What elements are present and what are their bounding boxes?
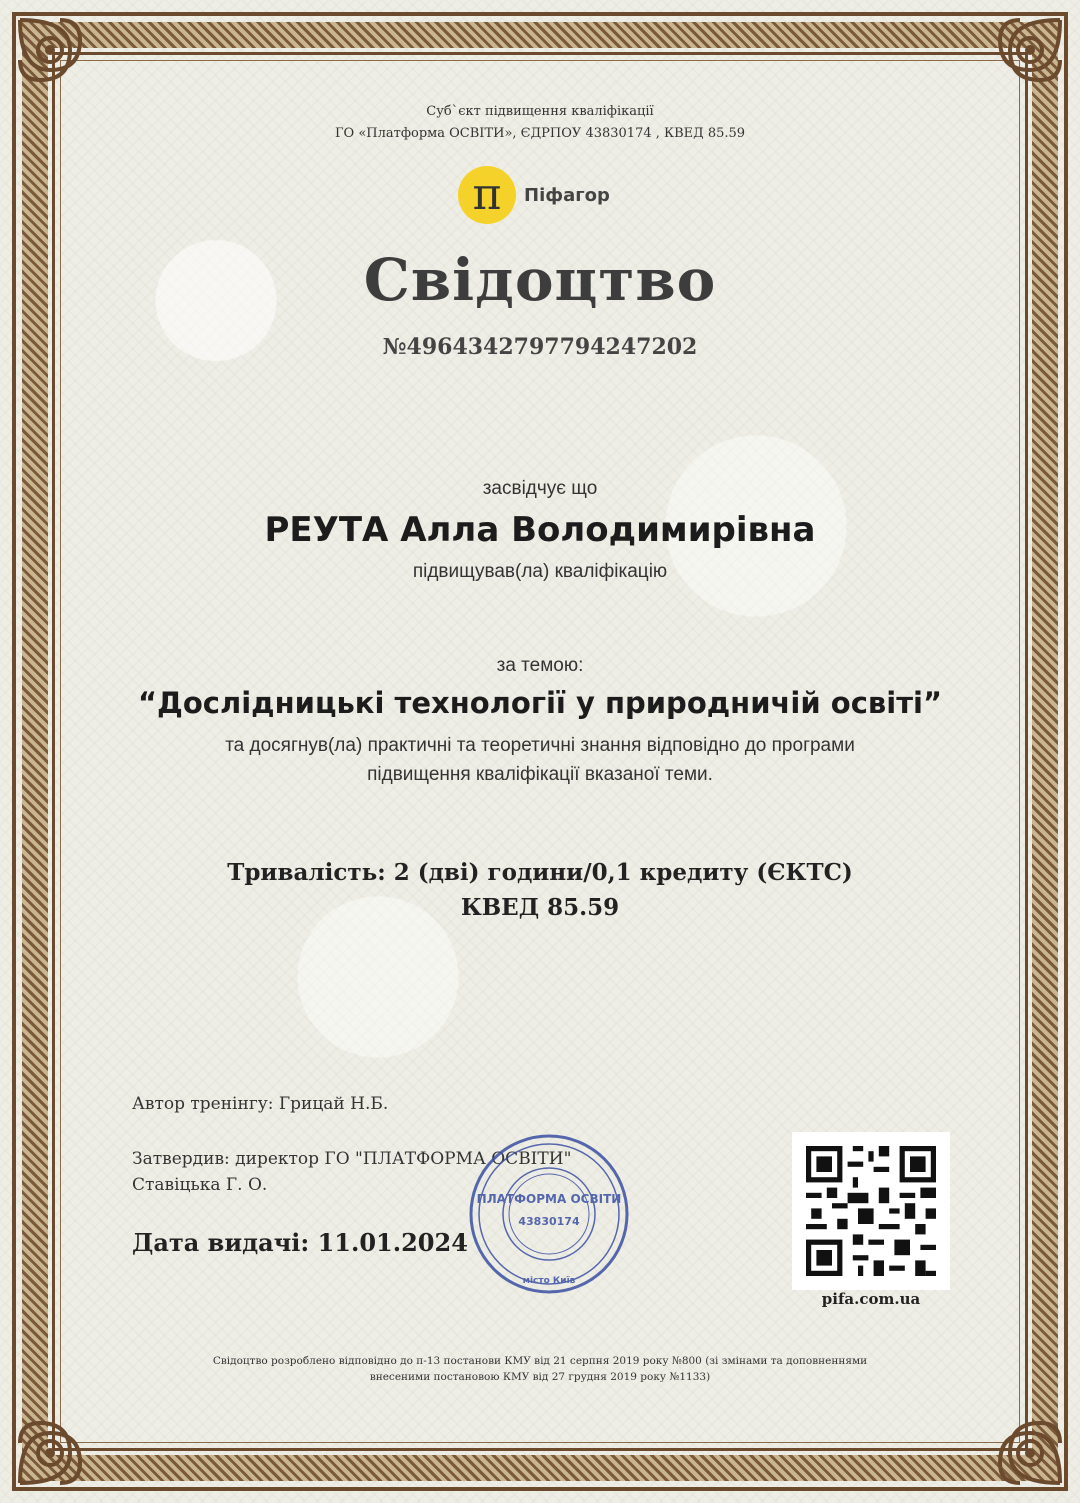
achievement-line-2: підвищення кваліфікації вказаної теми.: [367, 764, 713, 785]
stamp-city: місто Київ: [522, 1276, 576, 1286]
corner-ornament-bottom-right: [950, 1373, 1070, 1493]
course-topic: “Дослідницькі технології у природничій освіті”: [138, 686, 942, 720]
legal-footnote: [0, 1353, 1080, 1385]
issue-date: Дата видачі: 11.01.2024: [132, 1228, 468, 1257]
stamp-code: 43830174: [518, 1215, 580, 1228]
improved-text: підвищував(ла) кваліфікацію: [412, 561, 668, 582]
qr-code[interactable]: [792, 1132, 950, 1290]
certificate-title: Свідоцтво: [363, 246, 717, 314]
website-link[interactable]: pifa.com.ua: [821, 1290, 921, 1308]
logo-name: Піфагор: [524, 184, 610, 206]
footnote-line-2: внесеними постановою КМУ від 27 грудня 2019 року №1133): [369, 1371, 711, 1383]
corner-ornament-bottom-left: [10, 1373, 130, 1493]
approved-line-2: Ставіцька Г. О.: [132, 1175, 268, 1195]
achievement-text: [0, 731, 1080, 789]
certifies-text: засвідчує що: [482, 478, 598, 499]
issuer-line-1: Суб`єкт підвищення кваліфікації: [426, 104, 654, 119]
kved-text: КВЕД 85.59: [460, 894, 620, 921]
issuer-line-2: ГО «Платформа ОСВІТИ», ЄДРПОУ 43830174 , КВЕД 85.59: [334, 126, 746, 141]
qr-code-icon: [806, 1146, 936, 1276]
recipient-name: РЕУТА Алла Володимирівна: [264, 510, 816, 550]
on-topic-label: за темою:: [496, 655, 584, 676]
training-author: Автор тренінгу: Грицай Н.Б.: [132, 1094, 389, 1114]
duration-text: Тривалість: 2 (дві) години/0,1 кредиту (ЄКТС): [227, 859, 853, 886]
issuer-header: [0, 101, 1080, 145]
achievement-line-1: та досягнув(ла) практичні та теоретичні знання відповідно до програми: [225, 735, 855, 756]
pifagor-logo: [458, 165, 610, 225]
approved-line-1: Затвердив: директор ГО "ПЛАТФОРМА ОСВІТИ": [132, 1149, 572, 1169]
stamp-top-text: ПЛАТФОРМА ОСВІТИ: [476, 1192, 622, 1206]
footnote-line-1: Свідоцтво розроблено відповідно до п-13 постанови КМУ від 21 серпня 2019 року №800 (зі змінами та доповненнями: [212, 1355, 868, 1367]
official-stamp: [468, 1133, 630, 1295]
pi-icon: π: [458, 166, 516, 224]
certificate-number: №4964342797794247202: [382, 334, 698, 360]
